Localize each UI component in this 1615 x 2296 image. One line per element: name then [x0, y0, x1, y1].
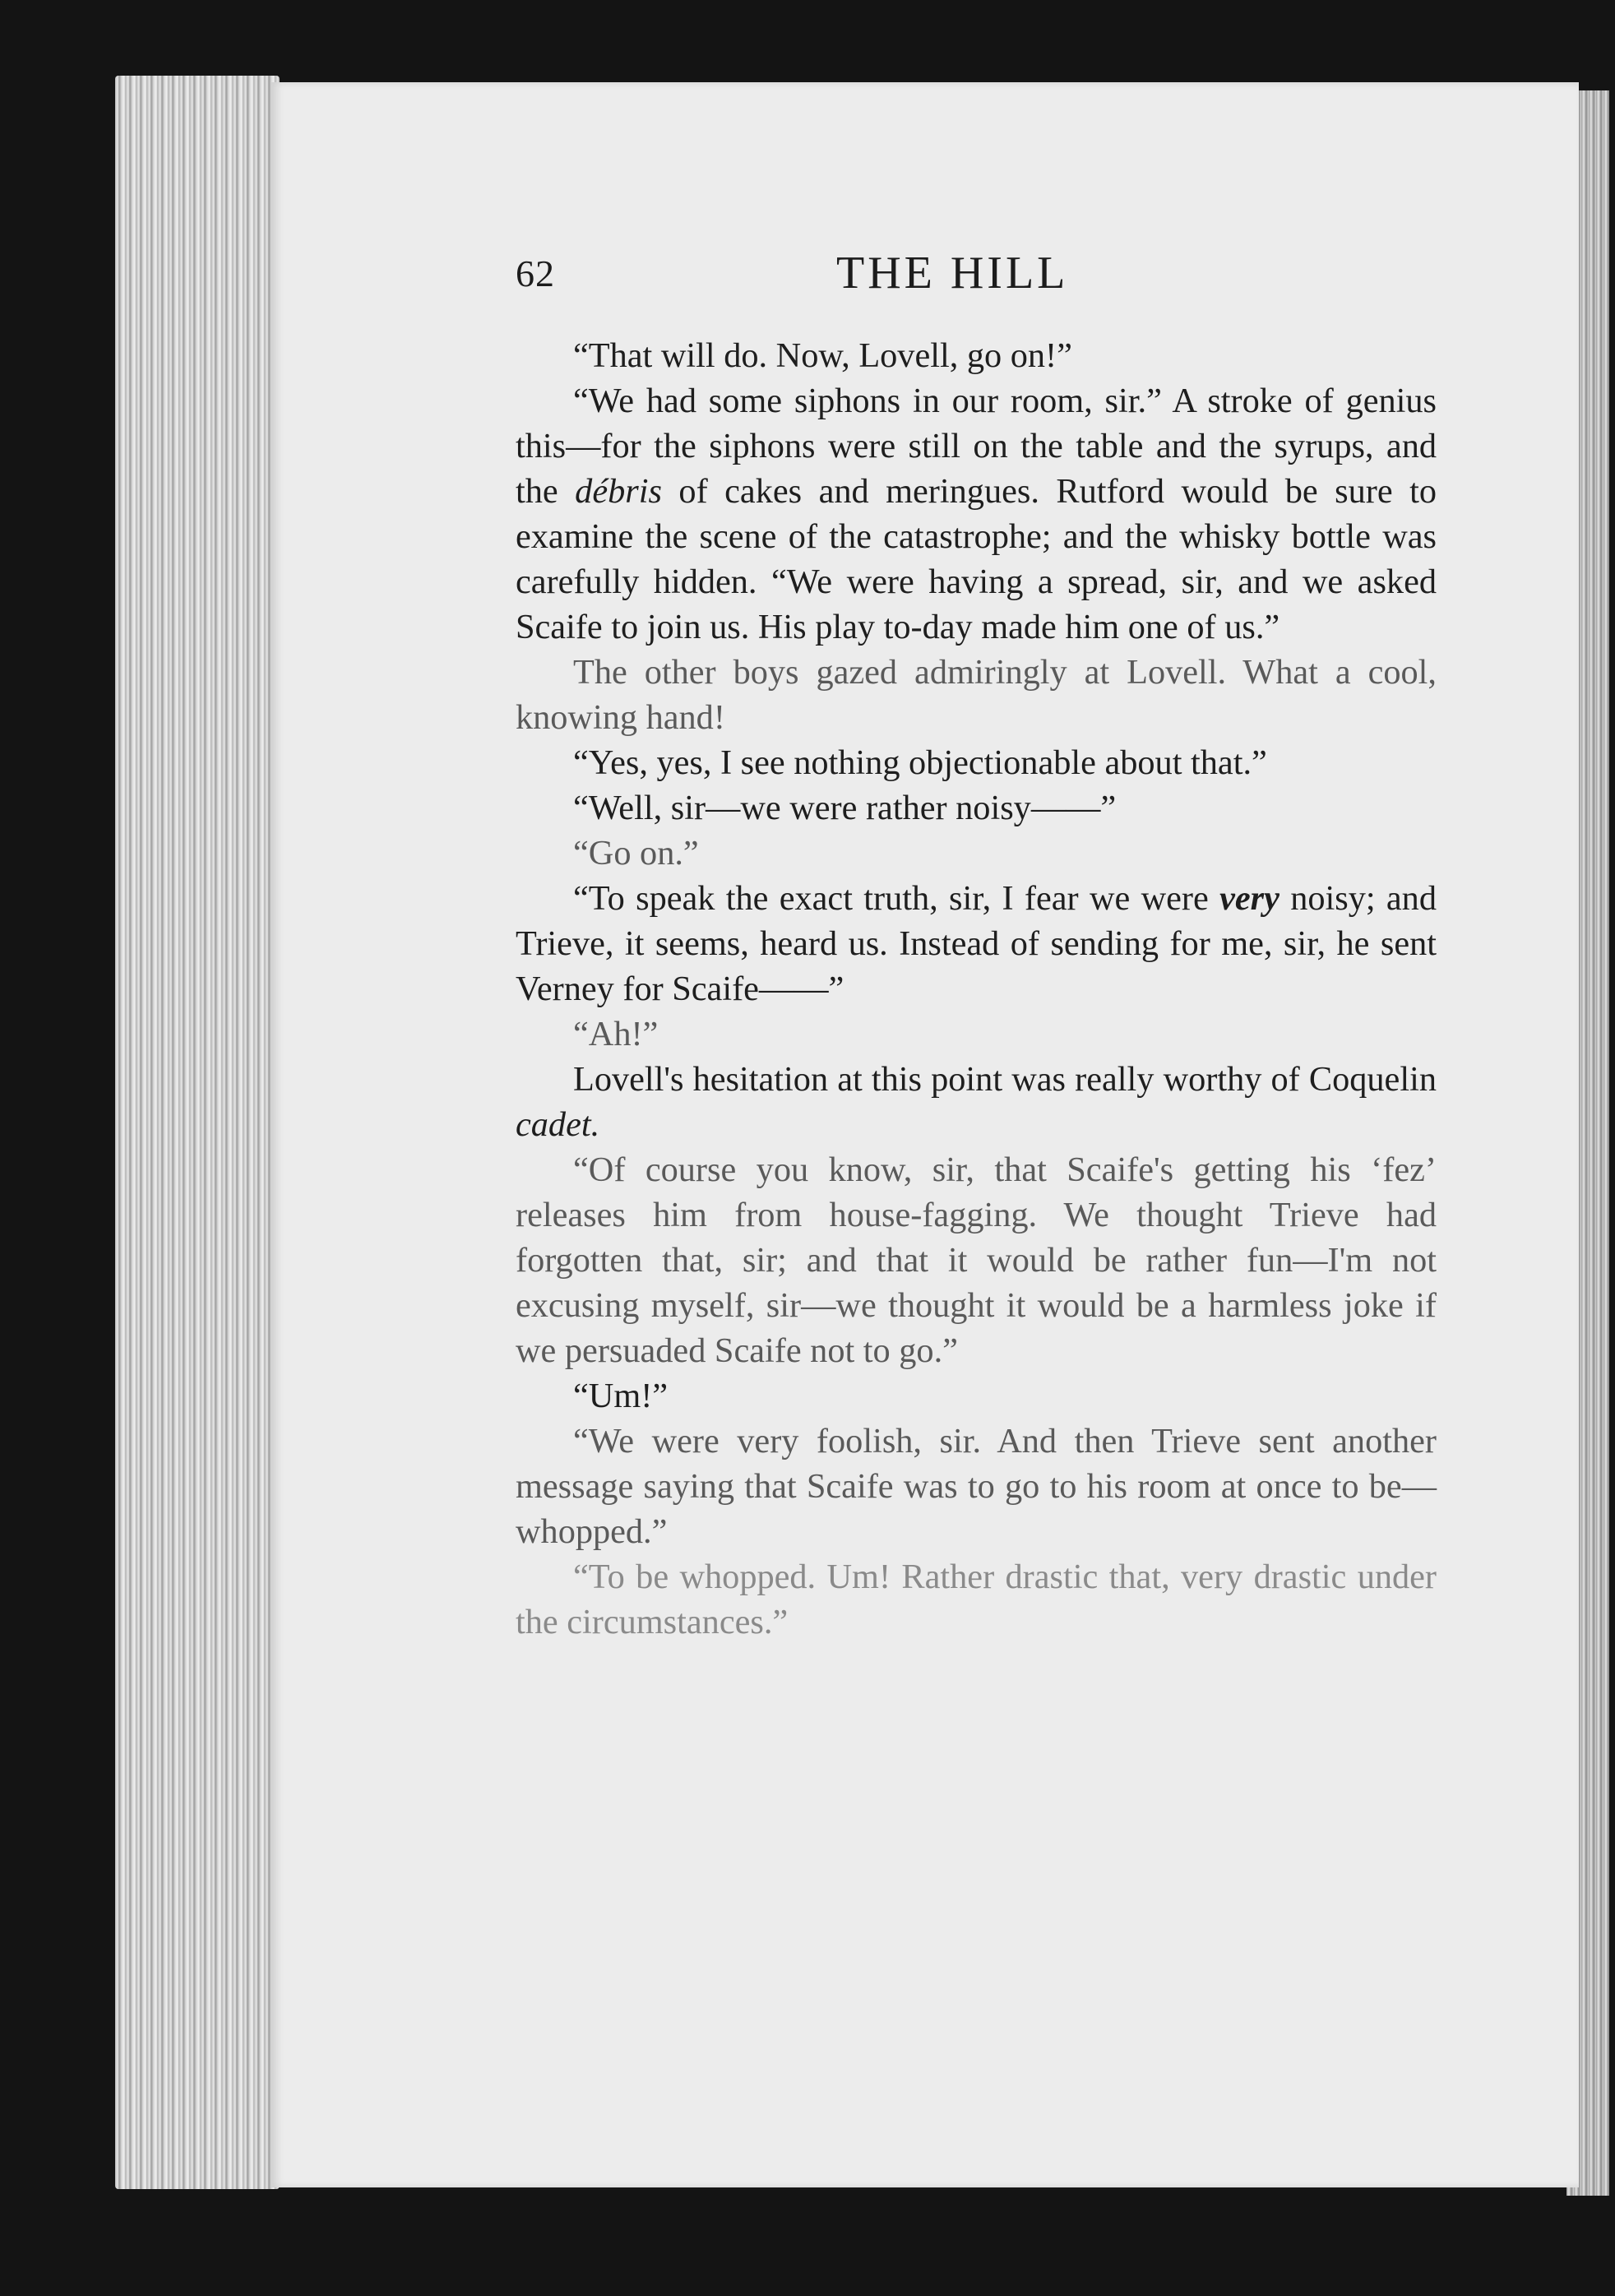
running-head	[516, 247, 1437, 312]
paragraph	[516, 378, 1437, 650]
paragraph-text: noisy; and Trieve, it seems, heard us. Instead of sending for me, sir, he sent Verney for Scaife——”	[516, 879, 1437, 1008]
paragraph	[516, 333, 1437, 378]
paragraph-text: “Ah!”	[573, 1015, 659, 1053]
paragraph-text: “Um!”	[573, 1377, 669, 1415]
italic-word: very	[1219, 879, 1280, 918]
paragraph	[516, 1554, 1437, 1645]
paragraph-text: of cakes and meringues. Rutford would be sure to examine the scene of the catastrophe; and the whisky bottle was carefully hidden. “We were having a spread, sir, and we asked Scaife to join us. His play to-day made him one of us.”	[516, 472, 1437, 646]
paragraph-text: “We were very foolish, sir. And then Trieve sent another message saying that Scaife was to go to his room at once to be—whopped.”	[516, 1422, 1437, 1551]
paragraph-text: “Well, sir—we were rather noisy——”	[573, 789, 1117, 827]
paragraph	[516, 785, 1437, 831]
paragraph	[516, 1057, 1437, 1147]
page-heading: THE HILL	[836, 248, 1069, 299]
paragraph	[516, 740, 1437, 785]
page-number: 62	[516, 252, 555, 294]
paragraph-text: “That will do. Now, Lovell, go on!”	[573, 336, 1072, 375]
paragraph-text: “Go on.”	[573, 834, 699, 873]
paragraph-text: The other boys gazed admiringly at Lovell. What a cool, knowing hand!	[516, 653, 1437, 737]
body-text	[516, 333, 1437, 1645]
paragraph-text: “We had some siphons in our room, sir.” A stroke of genius this—for the siphons were still on the table and the syrups, and the	[516, 382, 1437, 511]
paragraph	[516, 1011, 1437, 1057]
paragraph	[516, 876, 1437, 1011]
italic-word: débris	[575, 472, 662, 511]
paragraph	[516, 1419, 1437, 1554]
paragraph-text: “Yes, yes, I see nothing objectionable about that.”	[573, 743, 1267, 782]
page-edges-left	[115, 76, 280, 2189]
paragraph-text: Lovell's hesitation at this point was really worthy of Coquelin	[573, 1060, 1437, 1099]
paragraph-text: “To speak the exact truth, sir, I fear we were	[573, 879, 1220, 918]
paragraph	[516, 1147, 1437, 1373]
paragraph	[516, 831, 1437, 876]
paragraph-text: “To be whopped. Um! Rather drastic that, very drastic under the circumstances.”	[516, 1558, 1437, 1641]
italic-word: cadet.	[516, 1105, 600, 1144]
paragraph	[516, 650, 1437, 740]
paragraph	[516, 1373, 1437, 1419]
paragraph-text: “Of course you know, sir, that Scaife's getting his ‘fez’ releases him from house-fagging. We thought Trieve had forgotten that, sir; and that it would be rather fun—I'm not excusing myself, sir—we thought it would be a harmless joke if we persuaded Scaife not to go.”	[516, 1150, 1437, 1370]
